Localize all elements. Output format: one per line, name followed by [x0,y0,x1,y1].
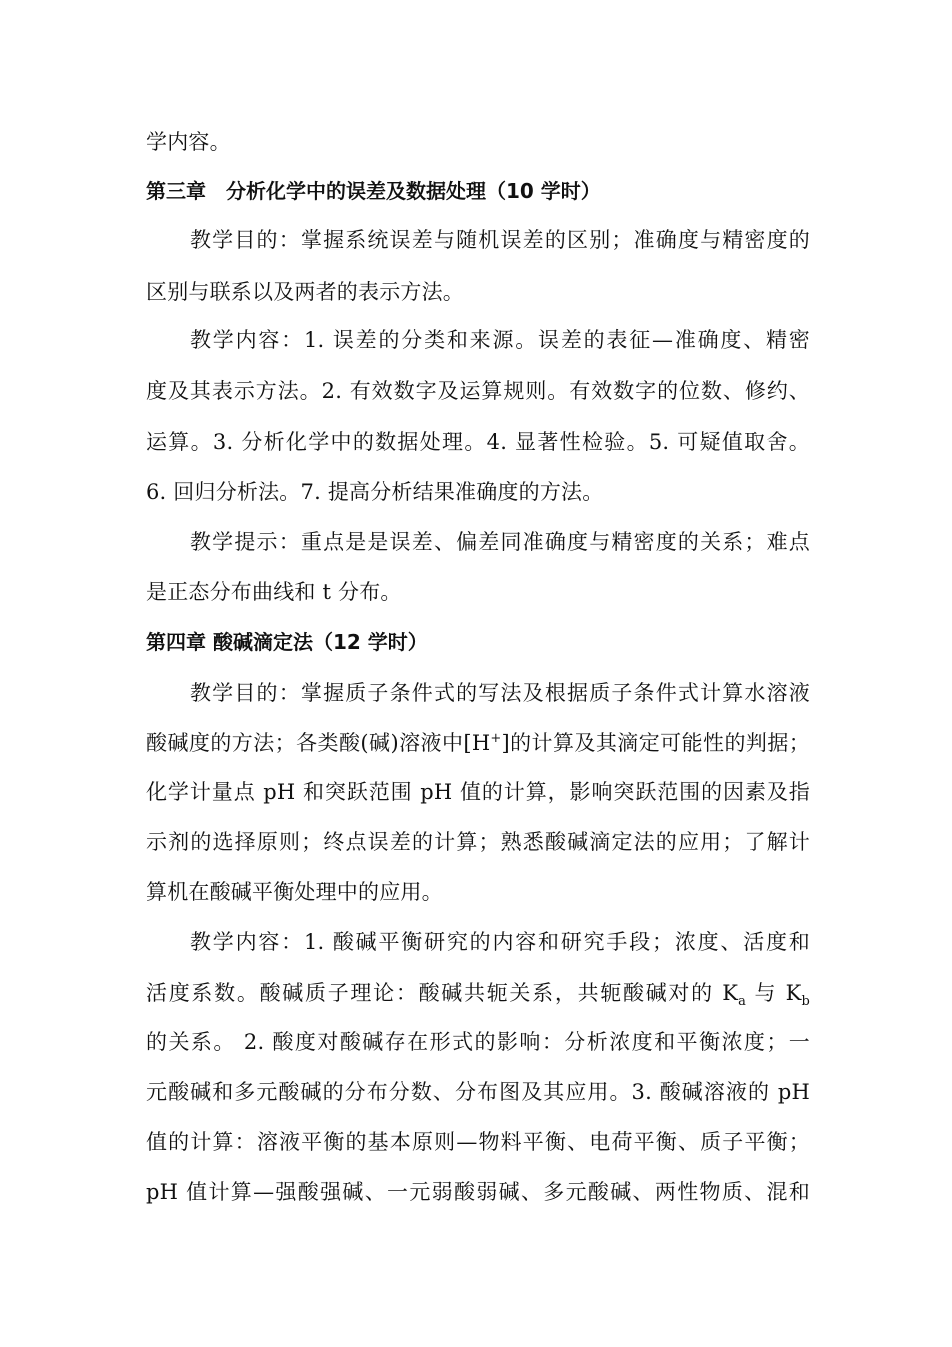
text-line: 教学内容：1. 酸碱平衡研究的内容和研究手段；浓度、活度和 [190,930,810,954]
superscript: + [490,731,502,746]
text-line: 6. 回归分析法。7. 提高分析结果准确度的方法。 [146,480,604,504]
text-line: 区别与联系以及两者的表示方法。 [146,280,464,304]
chapter-heading-3: 第三章 分析化学中的误差及数据处理（10 学时） [146,179,601,203]
text-line: 是正态分布曲线和 t 分布。 [146,580,402,604]
text-line: 化学计量点 pH 和突跃范围 pH 值的计算，影响突跃范围的因素及指 [146,780,810,804]
text-segment: 活度系数。酸碱质子理论：酸碱共轭关系，共轭酸碱对的 K [146,981,739,1005]
text-line-with-subscripts [146,979,810,1007]
text-segment: 酸碱度的方法；各类酸(碱)溶液中[H [146,731,491,755]
text-line: 教学目的：掌握质子条件式的写法及根据质子条件式计算水溶液 [190,681,810,705]
text-line: 教学目的：掌握系统误差与随机误差的区别；准确度与精密度的 [190,228,810,252]
text-line-with-superscript [146,729,810,757]
text-line: 算机在酸碱平衡处理中的应用。 [146,880,443,904]
chapter-heading-4: 第四章 酸碱滴定法（12 学时） [146,630,428,654]
text-line: pH 值计算—强酸强碱、一元弱酸弱碱、多元酸碱、两性物质、混和 [146,1180,810,1204]
text-line: 度及其表示方法。2. 有效数字及运算规则。有效数字的位数、修约、 [146,379,810,403]
text-line: 运算。3. 分析化学中的数据处理。4. 显著性检验。5. 可疑值取舍。 [146,430,810,454]
text-line: 教学提示：重点是是误差、偏差同准确度与精密度的关系；难点 [190,530,810,554]
text-line: 元酸碱和多元酸碱的分布分数、分布图及其应用。3. 酸碱溶液的 pH [146,1080,810,1104]
text-line: 学内容。 [146,130,231,154]
text-line: 示剂的选择原则；终点误差的计算；熟悉酸碱滴定法的应用；了解计 [146,830,810,854]
subscript: b [801,994,810,1007]
subscript: a [738,994,747,1007]
text-segment: 与 K [746,981,802,1005]
text-line: 教学内容：1. 误差的分类和来源。误差的表征—准确度、精密 [190,328,810,352]
text-segment: ]的计算及其滴定可能性的判据； [501,731,810,755]
text-line: 值的计算：溶液平衡的基本原则—物料平衡、电荷平衡、质子平衡； [146,1130,810,1154]
text-line: 的关系。 2. 酸度对酸碱存在形式的影响：分析浓度和平衡浓度；一 [146,1030,810,1054]
